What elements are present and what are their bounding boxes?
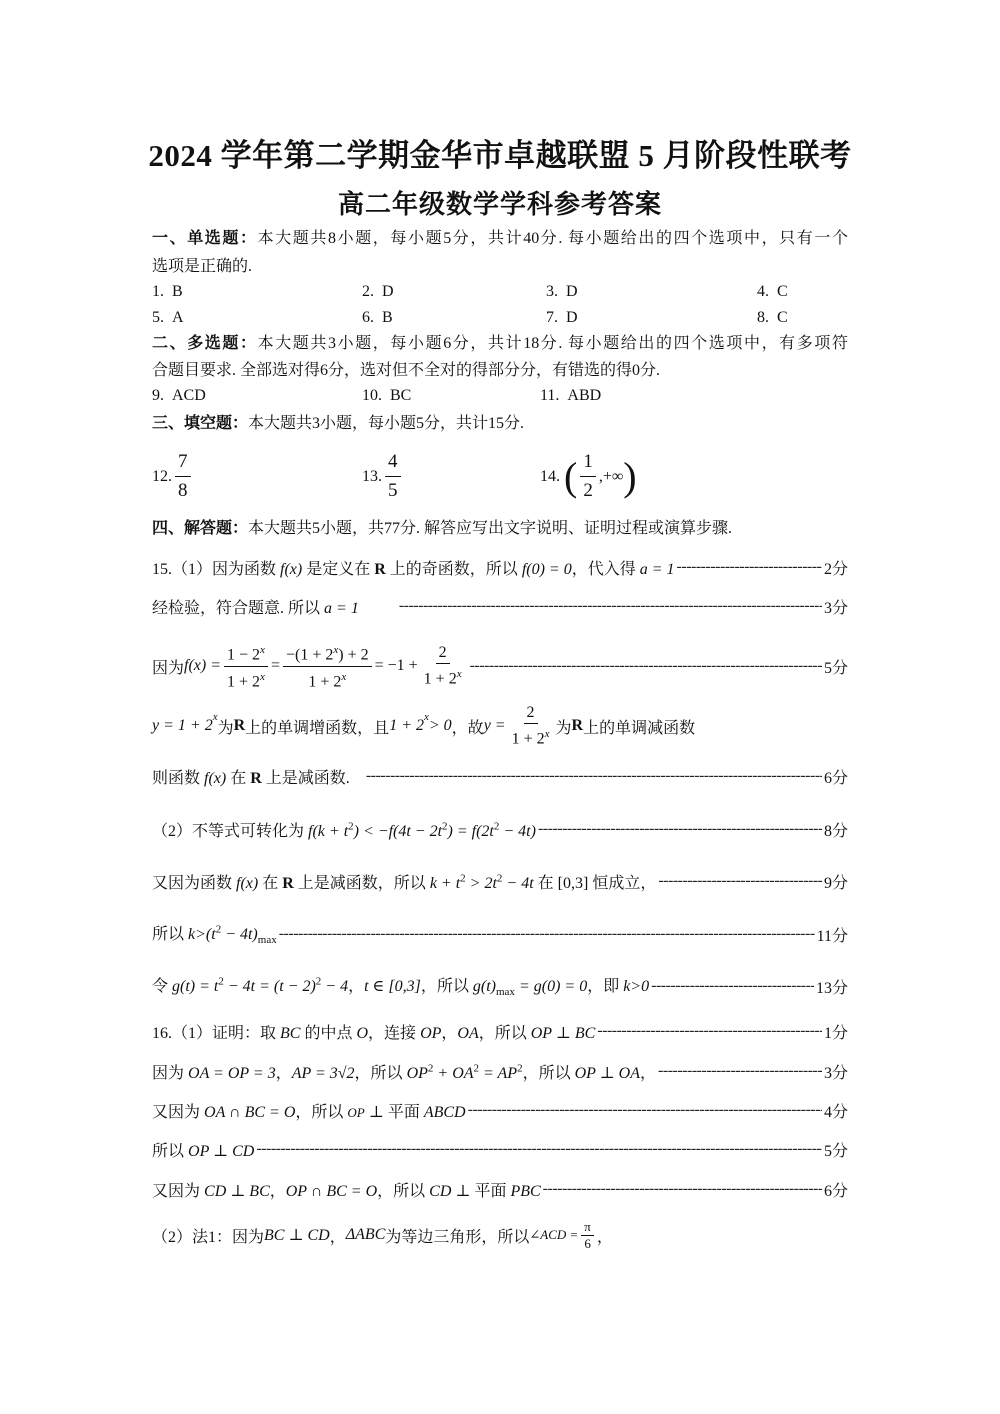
dotted-leader [366,767,822,785]
score-points: 3分 [823,599,848,617]
fill-answer-14: 14. ( $\frac{1}{2}$ ,+∞ ) [540,448,637,505]
q15-line-8: 所以 $k>(t^2 - 4t)_{max}$ ----- 11分 [152,919,848,949]
score-points: 5分 [823,1142,848,1160]
q15-line-2: 经检验，符合题意. 所以 a = 1 ----- 3分 [152,591,848,621]
fraction: $\frac{\pi}{6}$ [581,1219,594,1252]
answer-item: 4. C [757,283,788,300]
answer-item: 3. D [546,283,578,300]
q15-line-5: 则函数 f(x) 在 R 上是减函数. ----- 6分 [152,761,848,791]
fraction: $\frac{1}{2}$ [580,448,596,505]
score-points: 2分 [823,560,848,578]
dotted-leader [256,1140,822,1158]
right-paren: ) [623,453,637,499]
score-points: 5分 [823,659,848,677]
score-points: 1分 [823,1024,848,1042]
section-1-heading: 一、单选题： [152,230,258,247]
dotted-leader [468,1101,822,1119]
dotted-leader [658,872,822,890]
page-subtitle: 高二年级数学学科参考答案 [337,190,662,219]
score-points: 9分 [823,874,848,892]
q16-line-5: 又因为 CD ⊥ BC，OP ∩ BC = O，所以 CD ⊥ 平面 PBC ----- 6分 [152,1174,848,1204]
fraction: $\frac{7}{8}$ [175,448,191,505]
answer-item: 11. ABD [540,387,602,404]
q15-line-4: y = 1 + 2 $^x$ 为 R 上的单调增函数，且 1 + 2 $^x$ > 0 ，故 y = $\frac{2}{1 + 2^x}$ 为 R 上的单调减函数 [152,703,696,748]
page-title: 2024 学年第二学期金华市卓越联盟 5 月阶段性联考 [148,138,852,173]
fraction: $\frac{-(1 + 2^x) + 2}{1 + 2^x}$ [283,640,372,692]
q16-line-2: 因为 OA = OP = 3，AP = 3√2，所以 $OP^2 + OA^2 = AP^2$，所以 OP ⊥ OA， ----- 3分 [152,1056,848,1086]
answer-item: 8. C [757,309,788,326]
answer-item: 10. BC [362,387,412,404]
q16-line-6: （2）法1：因为 BC ⊥ CD ， ΔABC 为等边三角形，所以 ∠ACD = $\frac{\pi}{6}$ ， [152,1218,613,1251]
section-1-intro: 一、单选题：本大题共8小题，每小题5分，共计40分. 每小题给出的四个选项中，只有一个 [152,230,848,247]
section-3-heading: 三、填空题： [152,415,249,432]
fraction: $\frac{1 - 2^x}{1 + 2^x}$ [224,640,268,692]
dotted-leader [677,558,822,576]
score-points: 13分 [815,979,848,997]
dotted-leader [538,820,822,838]
section-2-intro: 二、多选题：本大题共3小题，每小题6分，共计18分. 每小题给出的四个选项中，有多项符 [152,335,848,352]
dotted-leader [470,657,822,675]
answer-item: 6. B [362,309,393,326]
fill-answer-13: 13. $\frac{4}{5}$ [362,448,404,505]
section-4-heading: 四、解答题： [152,520,249,537]
dotted-leader [279,925,815,943]
score-points: 8分 [823,822,848,840]
answer-item: 2. D [362,283,394,300]
section-4-intro: 四、解答题：本大题共5小题，共77分. 解答应写出文字说明、证明过程或演算步骤. [152,520,733,537]
dotted-leader [543,1180,822,1198]
answer-item: 7. D [546,309,578,326]
left-paren: ( [564,453,578,499]
answer-item: 9. ACD [152,387,206,404]
dotted-leader [658,1062,822,1080]
q15-line-1: 15.（1）因为函数 f(x) 是定义在 R 上的奇函数，所以 f(0) = 0，代入得 a = 1 ----- 2分 [152,552,848,582]
q15-line-9: 令 $g(t) = t^2 - 4t = (t - 2)^2 - 4$，t ∈ [0,3]，所以 $g(t)_{max} = g(0) = 0$，即 k>0 ----- 13分 [152,971,848,1001]
fraction: $\frac{2}{1 + 2^x}$ [423,643,462,688]
section-1-intro-cont: 选项是正确的. [152,258,253,275]
answer-item: 1. B [152,283,183,300]
q16-line-4: 所以 OP ⊥ CD ----- 5分 [152,1134,848,1164]
score-points: 11分 [816,927,848,945]
fill-answer-12: 12. $\frac{7}{8}$ [152,448,194,505]
score-points: 6分 [823,1182,848,1200]
dotted-leader [399,597,822,615]
section-2-intro-cont: 合题目要求. 全部选对得6分，选对但不全对的得部分分，有错选的得0分. [152,362,661,379]
dotted-leader [597,1022,822,1040]
section-3-intro: 三、填空题：本大题共3小题，每小题5分，共计15分. [152,415,525,432]
q15-line-3: 因为 f(x) = $\frac{1 - 2^x}{1 + 2^x}$ = $\frac{-(1 + 2^x) + 2}{1 + 2^x}$ = −1 + $\frac{2}{1 + 2^x}$ ----- 5分 [152,643,848,689]
q15-line-7: 又因为函数 f(x) 在 R 上是减函数，所以 $k + t^2 > 2t^2 - 4t$ 在 [0,3] 恒成立， ----- 9分 [152,866,848,896]
score-points: 3分 [823,1064,848,1082]
score-points: 6分 [823,769,848,787]
dotted-leader [651,977,814,995]
fraction: $\frac{4}{5}$ [385,448,401,505]
fraction: $\frac{2}{1 + 2^x}$ [511,703,550,748]
q15-line-6: （2）不等式可转化为 $f(k + t^2) < -f(4t - 2t^2) = f(2t^2 - 4t)$ ----- 8分 [152,814,848,844]
score-points: 4分 [823,1103,848,1121]
q16-line-3: 又因为 OA ∩ BC = O，所以 OP ⊥ 平面 ABCD ----- 4分 [152,1095,848,1125]
section-2-heading: 二、多选题： [152,335,258,352]
q16-line-1: 16.（1）证明：取 BC 的中点 O，连接 OP，OA，所以 OP ⊥ BC ----- 1分 [152,1016,848,1046]
answer-item: 5. A [152,309,184,326]
